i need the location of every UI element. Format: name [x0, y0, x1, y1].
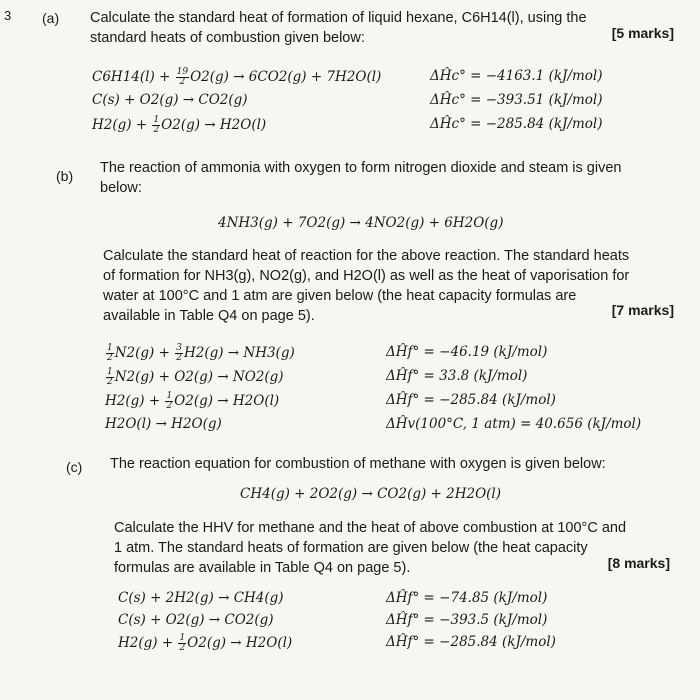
- part-c-eq-pre: H2(g) +: [118, 635, 178, 651]
- part-b-fraction-a: [106, 344, 114, 363]
- part-b-enthalpy-3: ΔĤf° = −285.84 (kJ/mol): [386, 392, 556, 408]
- part-b-fraction-b: [165, 392, 173, 411]
- part-b-eq-mid: H2(g) +: [105, 393, 165, 409]
- part-b-fraction-b-den: 2: [166, 401, 173, 411]
- part-a-fraction-den: 2: [179, 77, 186, 87]
- part-a-fraction-num: 19: [176, 67, 189, 77]
- part-b-marks: [7 marks]: [611, 302, 674, 318]
- part-b-fraction-a-num: 1: [107, 343, 113, 353]
- part-c-paragraph-line2: 1 atm. The standard heats of formation are given below (the heat capacity: [114, 540, 588, 556]
- part-c-paragraph-line3: formulas are available in Table Q4 on page 5).: [114, 560, 411, 576]
- part-a-eq-pre: C(s) + O2(g) → CO2(g): [92, 92, 248, 108]
- part-a-question-line1: Calculate the standard heat of formation of liquid hexane, C6H14(l), using the: [90, 10, 587, 26]
- part-a-eq-pre: C6H14(l) +: [92, 69, 175, 85]
- part-b-equation-2: [105, 368, 284, 387]
- page-edge-marker: 3: [4, 8, 12, 23]
- part-b-enthalpy-1: ΔĤf° = −46.19 (kJ/mol): [386, 344, 548, 360]
- part-c-enthalpy-2: ΔĤf° = −393.5 (kJ/mol): [386, 612, 548, 628]
- part-b-enthalpy-4: ΔĤv(100°C, 1 atm) = 40.656 (kJ/mol): [386, 416, 642, 432]
- part-b-eq-mid: N2(g) + O2(g) → NO2(g): [114, 369, 284, 385]
- part-b-question-line1: The reaction of ammonia with oxygen to form nitrogen dioxide and steam is given: [100, 160, 622, 176]
- part-b-paragraph-line1: Calculate the standard heat of reaction for the above reaction. The standard heats: [103, 248, 630, 264]
- part-a-fraction-den: 2: [153, 125, 160, 135]
- part-c-enthalpy-3: ΔĤf° = −285.84 (kJ/mol): [386, 634, 556, 650]
- part-c-equation-1: [118, 590, 284, 606]
- part-b-equation-1: [105, 344, 295, 363]
- part-b-eq-post: H2(g) → NH3(g): [183, 345, 295, 361]
- part-c-eq-post: O2(g) → H2O(l): [187, 635, 293, 651]
- part-a-fraction-num: 1: [153, 115, 160, 125]
- part-c-question-line1: The reaction equation for combustion of methane with oxygen is given below:: [110, 456, 606, 472]
- part-b-equation-4: [105, 416, 222, 432]
- part-b-enthalpy-2: ΔĤf° = 33.8 (kJ/mol): [386, 368, 528, 384]
- part-b-fraction-a: [106, 368, 114, 387]
- part-a-eq-pre: H2(g) +: [92, 117, 152, 133]
- part-c-fraction: [178, 634, 186, 653]
- part-b-fraction-a-den: 2: [107, 353, 113, 363]
- part-a-fraction: [176, 68, 189, 87]
- part-c-fraction-num: 1: [179, 633, 186, 643]
- part-a-enthalpy-3: ΔĤc° = −285.84 (kJ/mol): [430, 116, 603, 132]
- part-b-paragraph-line4: available in Table Q4 on page 5).: [103, 308, 315, 324]
- part-a-equation-2: [92, 92, 248, 108]
- part-a-eq-post: O2(g) → 6CO2(g) + 7H2O(l): [190, 69, 382, 85]
- part-c-enthalpy-1: ΔĤf° = −74.85 (kJ/mol): [386, 590, 548, 606]
- part-a-marks: [5 marks]: [611, 25, 674, 41]
- part-a-eq-post: O2(g) → H2O(l): [161, 117, 267, 133]
- part-a-enthalpy-2: ΔĤc° = −393.51 (kJ/mol): [430, 92, 603, 108]
- part-b-question-line2: below:: [100, 180, 142, 196]
- part-b-fraction-b-num: 1: [166, 391, 173, 401]
- part-c-label: (c): [66, 459, 83, 475]
- part-a-label: (a): [42, 10, 60, 26]
- part-a-question-line2: standard heats of combustion given below:: [90, 30, 365, 46]
- part-c-main-equation: CH4(g) + 2O2(g) → CO2(g) + 2H2O(l): [240, 486, 502, 502]
- part-c-marks: [8 marks]: [607, 555, 670, 571]
- part-b-label: (b): [56, 168, 74, 184]
- part-b-main-equation: 4NH3(g) + 7O2(g) → 4NO2(g) + 6H2O(g): [218, 215, 504, 231]
- part-c-eq-pre: C(s) + O2(g) → CO2(g): [118, 612, 274, 628]
- part-b-paragraph-line3: water at 100°C and 1 atm are given below (the heat capacity formulas are: [103, 288, 577, 304]
- part-a-equation-3: [92, 116, 266, 135]
- part-c-equation-3: [118, 634, 292, 653]
- part-c-paragraph-line1: Calculate the HHV for methane and the heat of above combustion at 100°C and: [114, 520, 627, 536]
- part-a-enthalpy-1: ΔĤc° = −4163.1 (kJ/mol): [430, 68, 603, 84]
- part-b-eq-mid: H2O(l) → H2O(g): [105, 416, 222, 432]
- part-b-fraction-b-den: 2: [176, 353, 182, 363]
- part-c-fraction-den: 2: [179, 643, 186, 653]
- part-b-fraction-a-num: 1: [107, 367, 113, 377]
- part-b-equation-3: [105, 392, 279, 411]
- part-c-equation-2: [118, 612, 274, 628]
- part-b-fraction-b: [175, 344, 183, 363]
- part-b-fraction-b-num: 3: [176, 343, 182, 353]
- part-a-fraction: [152, 116, 160, 135]
- part-c-eq-pre: C(s) + 2H2(g) → CH4(g): [118, 590, 284, 606]
- part-b-paragraph-line2: of formation for NH3(g), NO2(g), and H2O(l) as well as the heat of vaporisation for: [103, 268, 630, 284]
- part-b-fraction-a-den: 2: [107, 377, 113, 387]
- part-b-eq-mid: N2(g) +: [114, 345, 175, 361]
- part-a-equation-1: [92, 68, 381, 87]
- part-b-eq-post: O2(g) → H2O(l): [174, 393, 280, 409]
